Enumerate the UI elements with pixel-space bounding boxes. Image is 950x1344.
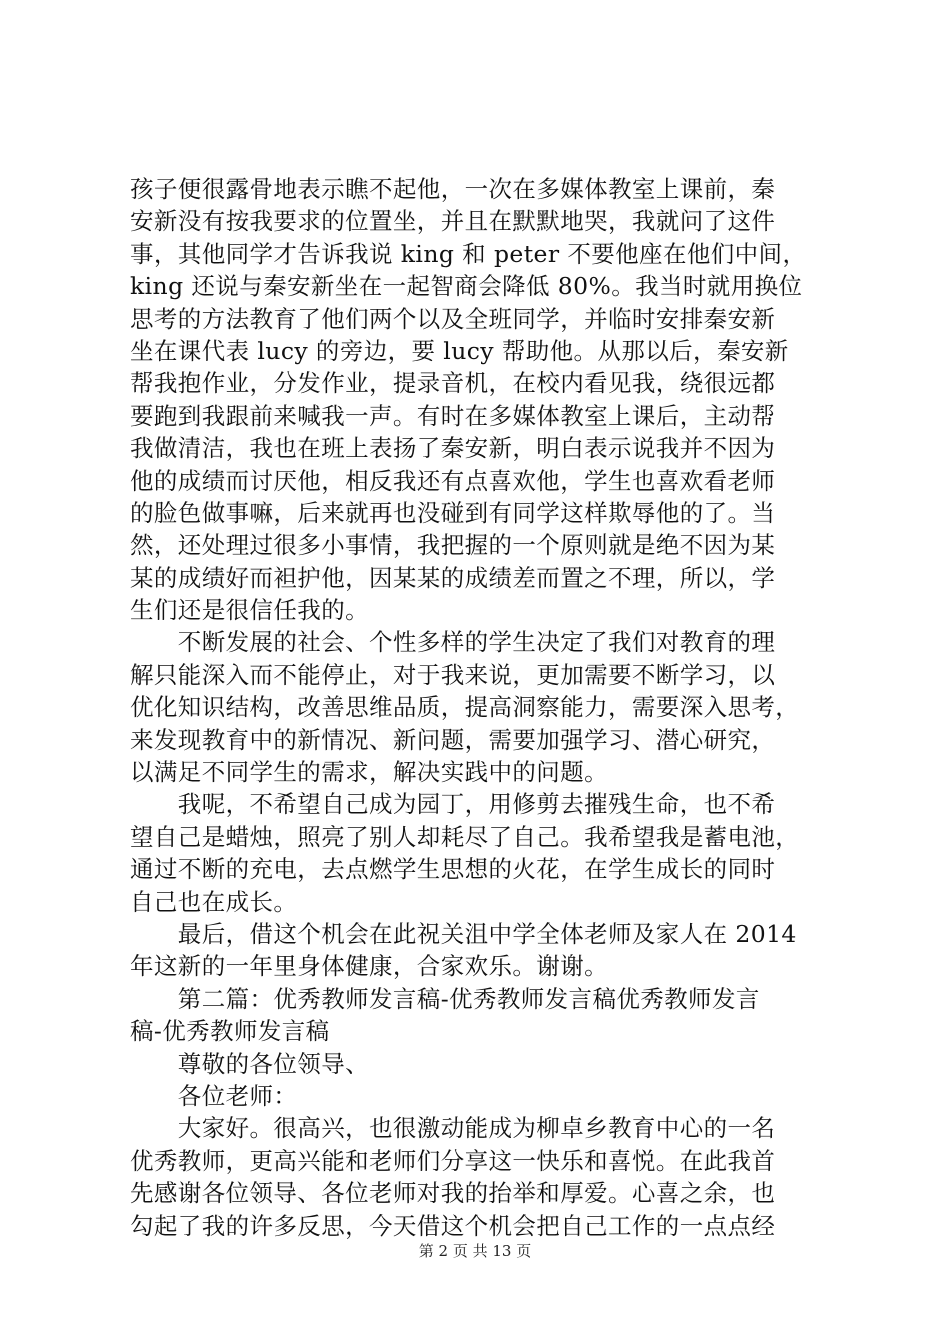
text-line: 以满足不同学生的需求，解决实践中的问题。	[130, 758, 608, 787]
text-line: 帮我抱作业，分发作业，提录音机，在校内看见我，绕很远都	[130, 369, 776, 398]
text-line: 坐在课代表 lucy 的旁边，要 lucy 帮助他。从那以后，秦安新	[130, 336, 789, 365]
text-line: 某的成绩好而袒护他，因某某的成绩差而置之不理，所以，学	[130, 563, 776, 592]
text-line: 不断发展的社会、个性多样的学生决定了我们对教育的理	[130, 628, 776, 657]
text-line: 年这新的一年里身体健康，合家欢乐。谢谢。	[130, 952, 608, 981]
text-line: 事，其他同学才告诉我说 king 和 peter 不要他座在他们中间，	[130, 239, 807, 268]
text-line: 然，还处理过很多小事情，我把握的一个原则就是绝不因为某	[130, 531, 776, 560]
text-line: 安新没有按我要求的位置坐，并且在默默地哭，我就问了这件	[130, 207, 776, 236]
text-line: 最后，借这个机会在此祝关沮中学全体老师及家人在 2014	[130, 919, 797, 948]
text-line: 要跑到我跟前来喊我一声。有时在多媒体教室上课后，主动帮	[130, 401, 776, 430]
section-heading-line: 稿-优秀教师发言稿	[130, 1017, 330, 1046]
text-line: 望自己是蜡烛，照亮了别人却耗尽了自己。我希望我是蓄电池，	[130, 822, 800, 851]
text-line: 勾起了我的许多反思，今天借这个机会把自己工作的一点点经	[130, 1211, 776, 1240]
text-line: 来发现教育中的新情况、新问题，需要加强学习、潜心研究，	[130, 725, 776, 754]
text-line: 通过不断的充电，去点燃学生思想的火花，在学生成长的同时	[130, 855, 776, 884]
section-heading-line: 第二篇：优秀教师发言稿-优秀教师发言稿优秀教师发言	[130, 984, 760, 1013]
text-line: 的脸色做事嘛，后来就再也没碰到有同学这样欺辱他的了。当	[130, 498, 776, 527]
salutation-line: 尊敬的各位领导、	[130, 1049, 369, 1078]
text-line: 他的成绩而讨厌他，相反我还有点喜欢他，学生也喜欢看老师	[130, 466, 776, 495]
text-line: 优秀教师，更高兴能和老师们分享这一快乐和喜悦。在此我首	[130, 1146, 776, 1175]
text-line: 思考的方法教育了他们两个以及全班同学，并临时安排秦安新	[130, 304, 776, 333]
text-line: 解只能深入而不能停止，对于我来说，更加需要不断学习，以	[130, 660, 776, 689]
text-line: 先感谢各位领导、各位老师对我的抬举和厚爱。心喜之余，也	[130, 1179, 776, 1208]
document-body	[130, 173, 846, 1242]
text-line: 生们还是很信任我的。	[130, 596, 369, 625]
text-line: king 还说与秦安新坐在一起智商会降低 80%。我当时就用换位	[130, 272, 803, 301]
text-line: 我做清洁，我也在班上表扬了秦安新，明白表示说我并不因为	[130, 434, 776, 463]
page-number-footer: 第 2 页 共 13 页	[418, 1242, 532, 1260]
text-line: 我呢，不希望自己成为园丁，用修剪去摧残生命，也不希	[130, 790, 776, 819]
text-line: 自己也在成长。	[130, 887, 298, 916]
text-line: 优化知识结构，改善思维品质，提高洞察能力，需要深入思考，	[130, 693, 800, 722]
text-line: 孩子便很露骨地表示瞧不起他，一次在多媒体教室上课前，秦	[130, 175, 776, 203]
text-line: 大家好。很高兴，也很激动能成为柳卓乡教育中心的一名	[130, 1114, 776, 1143]
salutation-line: 各位老师：	[130, 1081, 298, 1110]
